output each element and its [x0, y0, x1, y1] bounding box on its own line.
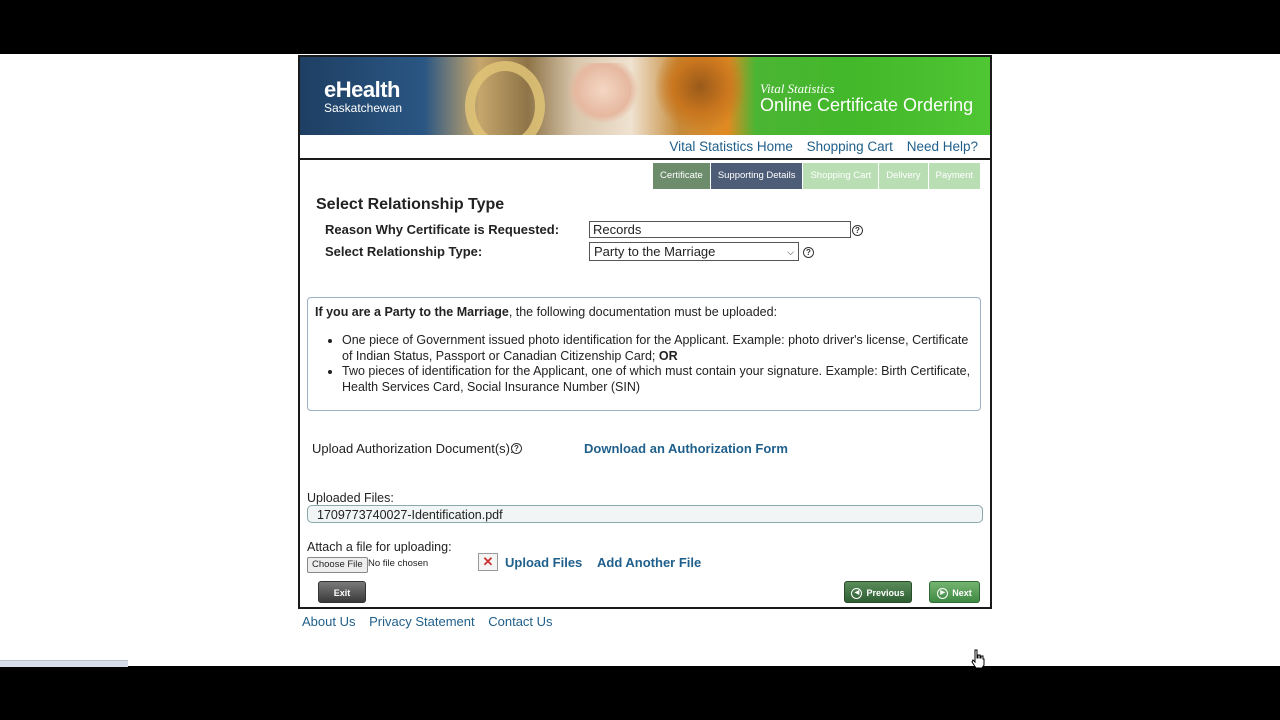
download-authorization-form-link[interactable]: Download an Authorization Form — [584, 441, 788, 456]
reason-input[interactable]: Records — [589, 221, 851, 238]
attach-file-label: Attach a file for uploading: — [307, 540, 452, 554]
progress-steps — [653, 163, 980, 189]
no-file-chosen-text: No file chosen — [368, 558, 429, 569]
baby-image — [568, 63, 638, 123]
previous-button[interactable] — [844, 581, 912, 603]
header-banner — [300, 57, 990, 135]
nav-need-help[interactable]: Need Help? — [906, 139, 978, 154]
requirement-item — [342, 333, 978, 364]
reason-label: Reason Why Certificate is Requested: — [325, 222, 560, 237]
documentation-info-box — [307, 297, 981, 411]
nav-shopping-cart[interactable]: Shopping Cart — [806, 139, 893, 154]
requirement-or: OR — [658, 348, 678, 363]
upload-help-icon[interactable]: ? — [511, 443, 522, 454]
upload-authorization-text: Upload Authorization Document(s): — [312, 441, 514, 456]
requirements-list — [328, 333, 978, 395]
browser-viewport — [0, 54, 1280, 666]
info-intro-rest: , the following documentation must be uploaded: — [508, 305, 778, 319]
ehealth-logo[interactable] — [324, 77, 402, 115]
logo-brand: eHealth — [324, 77, 400, 102]
chevron-down-icon: ⌵ — [787, 246, 794, 257]
info-intro — [315, 305, 777, 319]
reason-help-icon[interactable]: ? — [852, 225, 863, 236]
add-another-file-link[interactable]: Add Another File — [597, 555, 702, 570]
arrow-left-icon: ◀ — [851, 588, 862, 599]
relationship-select[interactable] — [589, 242, 799, 261]
step-supporting-details: Supporting Details — [711, 163, 803, 189]
tree-image — [655, 57, 745, 135]
page-container — [298, 55, 992, 609]
top-nav — [659, 139, 978, 154]
browser-status-bar — [0, 660, 128, 667]
previous-label: Previous — [866, 588, 905, 598]
requirement-text: One piece of Government issued photo identification for the Applicant. Example: photo driver's license, Certificate of Indian Status, Passport or Canadian Citizenship Card; — [342, 333, 969, 363]
footer-about-us[interactable]: About Us — [302, 614, 356, 629]
nav-vital-statistics-home[interactable]: Vital Statistics Home — [669, 139, 793, 154]
requirement-item — [342, 364, 978, 395]
banner-title: Online Certificate Ordering — [760, 95, 974, 115]
relationship-help-icon[interactable]: ? — [803, 247, 814, 258]
relationship-select-value: Party to the Marriage — [594, 243, 716, 259]
exit-button[interactable]: Exit — [318, 581, 366, 603]
choose-file-button[interactable]: Choose File — [307, 557, 368, 573]
section-title: Select Relationship Type — [316, 196, 505, 213]
upload-authorization-label — [312, 441, 514, 456]
hand-cursor-icon — [971, 649, 985, 669]
info-intro-bold: If you are a Party to the Marriage — [315, 305, 509, 319]
remove-file-icon[interactable]: ✕ — [478, 553, 498, 571]
footer-links — [302, 614, 563, 629]
banner-kicker: Vital Statistics — [760, 81, 835, 96]
arrow-right-icon: ▶ — [937, 588, 948, 599]
upload-files-link[interactable]: Upload Files — [505, 555, 583, 570]
next-button[interactable] — [929, 581, 980, 603]
uploaded-file-item[interactable]: 1709773740027-Identification.pdf — [307, 505, 983, 523]
next-label: Next — [952, 588, 972, 598]
footer-contact-us[interactable]: Contact Us — [488, 614, 553, 629]
requirement-text: Two pieces of identification for the Applicant, one of which must contain your signature. Example: Birth Certificate, Health Services Card, Social Insurance Number (SIN) — [342, 364, 971, 394]
footer-privacy-statement[interactable]: Privacy Statement — [369, 614, 475, 629]
relationship-label: Select Relationship Type: — [325, 244, 483, 259]
nav-divider — [300, 158, 990, 160]
wedding-rings-image — [465, 61, 545, 135]
step-certificate[interactable]: Certificate — [653, 163, 710, 189]
step-delivery: Delivery — [879, 163, 927, 189]
step-payment: Payment — [929, 163, 981, 189]
uploaded-files-label: Uploaded Files: — [307, 491, 394, 505]
step-shopping-cart: Shopping Cart — [803, 163, 878, 189]
logo-sub: Saskatchewan — [324, 101, 403, 115]
